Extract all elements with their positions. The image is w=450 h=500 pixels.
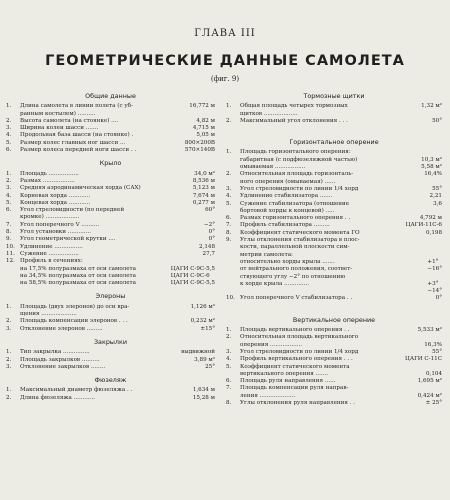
section-title: Закрылки <box>93 337 128 346</box>
spec-row <box>6 147 215 154</box>
item-value: 4,82 м <box>196 117 215 124</box>
item-value: 0,424 м² <box>417 392 442 399</box>
item-label: Общая площадь четырех тормозных щитков ................... <box>240 103 348 117</box>
section-title: Элероны <box>95 292 126 301</box>
spec-row <box>6 304 215 319</box>
item-label: Длина самолета в линии полета (с уб- ранным костылем) .......... <box>20 103 133 117</box>
spec-row <box>226 327 442 334</box>
spec-row <box>6 222 215 229</box>
item-number: 9. <box>226 237 232 244</box>
item-label: Размер колес главных ног шасси ... <box>20 139 126 146</box>
item-value: 0,277 м <box>192 199 215 206</box>
spec-row <box>6 258 215 287</box>
item-label: Профиль стабилизатора ......... <box>240 222 330 229</box>
spec-row <box>6 193 215 200</box>
item-number: 7. <box>226 385 232 392</box>
item-value: 570×140В <box>184 147 215 154</box>
item-label: Длина фюзеляжа ............ <box>20 394 95 401</box>
item-number: 3. <box>6 325 12 332</box>
item-value: 5,05 м <box>196 132 215 139</box>
spec-row <box>6 236 215 243</box>
figure-reference: (фиг. 9) <box>210 75 240 83</box>
item-label: Концевая хорда ............ <box>20 199 91 206</box>
spec-row <box>226 334 442 349</box>
item-value: 3,89 м² <box>194 356 215 363</box>
spec-row <box>6 103 215 118</box>
item-number: 1. <box>6 387 12 394</box>
spec-row <box>6 326 215 333</box>
item-number: 6. <box>226 215 232 222</box>
item-value: 15,28 м <box>192 394 215 401</box>
item-label: Площадь ................. <box>20 170 79 177</box>
item-value: 7,674 м <box>192 192 215 199</box>
spec-row <box>6 364 215 371</box>
item-label: Профиль вертикального оперения . . . <box>240 356 353 363</box>
item-value: 3,6 <box>433 200 442 207</box>
spec-row <box>226 237 442 295</box>
item-value: ЦАГИ-11С-6 <box>405 222 442 229</box>
right-column <box>226 93 442 407</box>
item-value: 800×200В <box>184 139 215 146</box>
item-label: Площадь компенсации элеронов . . . <box>20 318 128 325</box>
spec-row <box>226 295 442 302</box>
item-label: Тип закрылка ............... <box>20 349 90 356</box>
item-number: 7. <box>6 221 12 228</box>
item-value: ± 25° <box>425 399 442 406</box>
item-label: Размах .................. <box>20 177 75 184</box>
item-value: 4,792 м <box>419 215 442 222</box>
item-value: 0° <box>435 295 442 302</box>
item-label: Углы отклонения стабилизатора в плос- кости, параллельной плоскости сим- метрии самолета: относительно хорды крыла ....... от нейтрального положения, соответ- ствующего углу −2° по отношению к хорде крыла .............. <box>240 237 360 287</box>
item-number: 2. <box>6 117 12 124</box>
item-number: 9. <box>6 236 12 243</box>
item-label: Угол установки ............. <box>20 229 91 236</box>
spec-row <box>226 149 442 171</box>
item-value: выдвижной <box>181 349 215 356</box>
item-number: 4. <box>6 132 12 139</box>
section-title: Фюзеляж <box>94 376 127 385</box>
section-title: Общие данные <box>85 92 136 100</box>
item-number: 4. <box>226 193 232 200</box>
item-number: 3. <box>6 125 12 132</box>
item-label: Коэффициент статического момента вертикального оперения ....... <box>240 363 350 377</box>
item-label: Угол стреловидности по линии 1/4 хорд <box>240 185 359 192</box>
item-number: 5. <box>6 139 12 146</box>
item-label: Максимальный угол отклонения . . . <box>240 117 348 124</box>
item-label: Угол поперечного V .......... <box>20 221 100 228</box>
spec-row <box>226 201 442 216</box>
spec-row <box>226 118 442 125</box>
section-title: Тормозные щитки <box>303 92 365 100</box>
item-label: Высота самолета (на стоянке) .... <box>20 117 119 124</box>
item-number: 1. <box>6 303 12 310</box>
spec-row <box>226 230 442 237</box>
item-label: Удлинение ................ <box>20 243 83 250</box>
item-value: 25° <box>205 363 215 370</box>
item-label: Площадь руля направления ...... <box>240 378 336 385</box>
item-number: 2. <box>6 318 12 325</box>
item-number: 1. <box>6 349 12 356</box>
page-title: ГЕОМЕТРИЧЕСКИЕ ДАННЫЕ САМОЛЕТА <box>45 53 405 69</box>
item-number: 1. <box>226 103 232 110</box>
item-value: 0,104 <box>425 370 442 377</box>
item-number: 5. <box>6 199 12 206</box>
item-label: Продольная база шасси (на стоянке) . <box>20 132 134 139</box>
spec-row <box>6 318 215 325</box>
spec-row <box>226 378 442 385</box>
item-number: 10. <box>6 243 15 250</box>
spec-row <box>6 357 215 364</box>
spec-row <box>6 171 215 178</box>
item-value: ±15° <box>200 325 215 332</box>
spec-row <box>226 171 442 186</box>
item-number: 2. <box>6 177 12 184</box>
item-label: Угол стреловидности по линии 1/4 хорд <box>240 348 359 355</box>
spec-row <box>226 222 442 229</box>
spec-row <box>226 193 442 200</box>
item-value: 5,123 м <box>192 185 215 192</box>
item-value: 60° <box>205 207 215 214</box>
item-value: 55° <box>432 348 442 355</box>
spec-row <box>6 185 215 192</box>
section-0 <box>6 93 215 154</box>
section-2 <box>226 317 442 408</box>
item-number: 3. <box>226 185 232 192</box>
item-value: ЦАГИ С-11С <box>404 356 442 363</box>
item-label: Максимальный диаметр фюзеляжа . . <box>20 387 133 394</box>
item-number: 2. <box>226 334 232 341</box>
item-number: 2. <box>6 394 12 401</box>
item-number: 6. <box>226 378 232 385</box>
item-label: Профиль в сечениях: на 17,5% полуразмаха от оси самолета на 34,5% полуразмаха от оси самолета на 58,5% полуразмаха от оси самолета <box>20 258 136 287</box>
item-label: Средняя аэродинамическая хорда (САХ) <box>20 185 141 192</box>
item-value: 5,533 м² <box>417 327 442 334</box>
spec-row <box>6 229 215 236</box>
item-label: Ширина колеи шасси ....... <box>20 125 99 132</box>
spec-row <box>226 103 442 118</box>
section-title: Крыло <box>99 159 122 168</box>
item-number: 3. <box>6 185 12 192</box>
item-value: 16,772 м <box>189 103 215 110</box>
item-number: 1. <box>6 170 12 177</box>
item-number: 11. <box>6 250 15 257</box>
item-number: 7. <box>226 222 232 229</box>
item-value: 2,148 <box>198 243 215 250</box>
item-value: 1,695 м² <box>417 378 442 385</box>
section-2 <box>6 293 215 332</box>
item-number: 8. <box>226 399 232 406</box>
item-number: 6. <box>6 207 12 214</box>
spec-row <box>6 132 215 139</box>
item-label: Отклонение закрылков ........ <box>20 363 106 370</box>
item-value: 0° <box>208 229 215 236</box>
spec-row <box>226 385 442 400</box>
item-value: −2° <box>203 221 215 228</box>
item-value: 16,3% <box>424 341 442 348</box>
item-number: 1. <box>226 327 232 334</box>
spec-row <box>6 244 215 251</box>
spec-row <box>226 364 442 379</box>
item-number: 8. <box>226 229 232 236</box>
spec-row <box>6 140 215 147</box>
spec-row <box>6 387 215 394</box>
item-label: Относительная площадь горизонталь- ного оперения (омываемая) ...... <box>240 171 354 185</box>
item-value: 0,232 м² <box>190 318 215 325</box>
item-number: 6. <box>6 147 12 154</box>
item-number: 8. <box>6 229 12 236</box>
item-label: Размер колеса передней ноги шасси . . <box>20 147 137 154</box>
spec-row <box>6 349 215 356</box>
item-value: 8,536 м <box>192 177 215 184</box>
item-value: 1,126 м² <box>190 303 215 310</box>
spec-row <box>6 395 215 402</box>
item-number: 10. <box>226 295 235 302</box>
item-value: 50° <box>432 117 442 124</box>
item-label: Площадь (двух элеронов) до оси вра- щения .................... <box>20 303 130 318</box>
item-label: Отклонение элеронов ......... <box>20 325 103 332</box>
section-title: Вертикальное оперение <box>292 315 376 324</box>
item-label: Сужение ................. <box>20 250 79 257</box>
item-label: Угол геометрической крутки .... <box>20 236 116 243</box>
item-label: Площадь компенсации руля направ- ления .................... <box>240 385 349 399</box>
item-value: +1° −16° +3° −14° <box>427 258 442 295</box>
item-value: 34,0 м² <box>194 170 215 177</box>
item-value: 0,198 <box>425 229 442 236</box>
item-value: 1,634 м <box>192 387 215 394</box>
item-number: 4. <box>226 356 232 363</box>
item-number: 5. <box>226 200 232 207</box>
item-label: Относительная площадь вертикального оперения .................. <box>240 334 359 348</box>
item-label: Коэффициент статического момента ГО <box>240 229 360 236</box>
section-1 <box>226 139 442 303</box>
item-value: 4,715 м <box>192 125 215 132</box>
item-number: 2. <box>6 356 12 363</box>
item-label: Размах горизонтального оперения . . <box>240 215 351 222</box>
section-1 <box>6 160 215 287</box>
item-value: 16,4% <box>424 171 442 178</box>
item-label: Угол поперечного V стабилизатора . . <box>240 295 353 302</box>
item-label: Площадь закрылков .......... <box>20 356 100 363</box>
item-label: Углы отклонения руля направления . . <box>240 399 355 406</box>
item-number: 2. <box>226 171 232 178</box>
item-value: ЦАГИ С-9С-5,5 ЦАГИ С-9С-6 ЦАГИ С-9С-5,5 <box>170 265 215 287</box>
item-value: 1,32 м² <box>421 103 442 110</box>
item-number: 2. <box>226 117 232 124</box>
chapter-heading: ГЛАВА III <box>194 28 256 39</box>
item-label: Удлинение стабилизатора ....... <box>240 193 333 200</box>
section-4 <box>6 377 215 402</box>
item-label: Угол стреловидности (по передней кромке) ................... <box>20 207 125 221</box>
section-3 <box>6 339 215 371</box>
spec-row <box>6 118 215 125</box>
item-number: 4. <box>6 192 12 199</box>
item-number: 3. <box>6 363 12 370</box>
item-value: 2,21 <box>429 193 442 200</box>
spec-row <box>226 400 442 407</box>
item-label: Площадь вертикального оперения . . <box>240 327 350 334</box>
section-title: Горизонтальное оперение <box>289 138 379 147</box>
spec-row <box>6 207 215 222</box>
item-value: 55° <box>432 185 442 192</box>
item-value: 10,3 м² 5,58 м² <box>421 156 442 171</box>
item-number: 1. <box>6 103 12 110</box>
item-number: 1. <box>226 149 232 156</box>
item-label: Площадь горизонтального оперения: габаритная (с подфюзеляжной частью) омываемая ................. <box>240 149 358 171</box>
section-0 <box>226 93 442 125</box>
item-number: 12. <box>6 258 15 265</box>
left-column <box>6 93 215 402</box>
item-label: Корневая хорда ............ <box>20 192 91 199</box>
item-number: 5. <box>226 363 232 370</box>
spec-row <box>226 356 442 363</box>
item-value: 0° <box>208 236 215 243</box>
item-label: Сужение стабилизатора (отношение бортовой хорды к концевой) ..... <box>240 200 350 214</box>
item-value: 27,7 <box>202 250 215 257</box>
item-number: 3. <box>226 348 232 355</box>
